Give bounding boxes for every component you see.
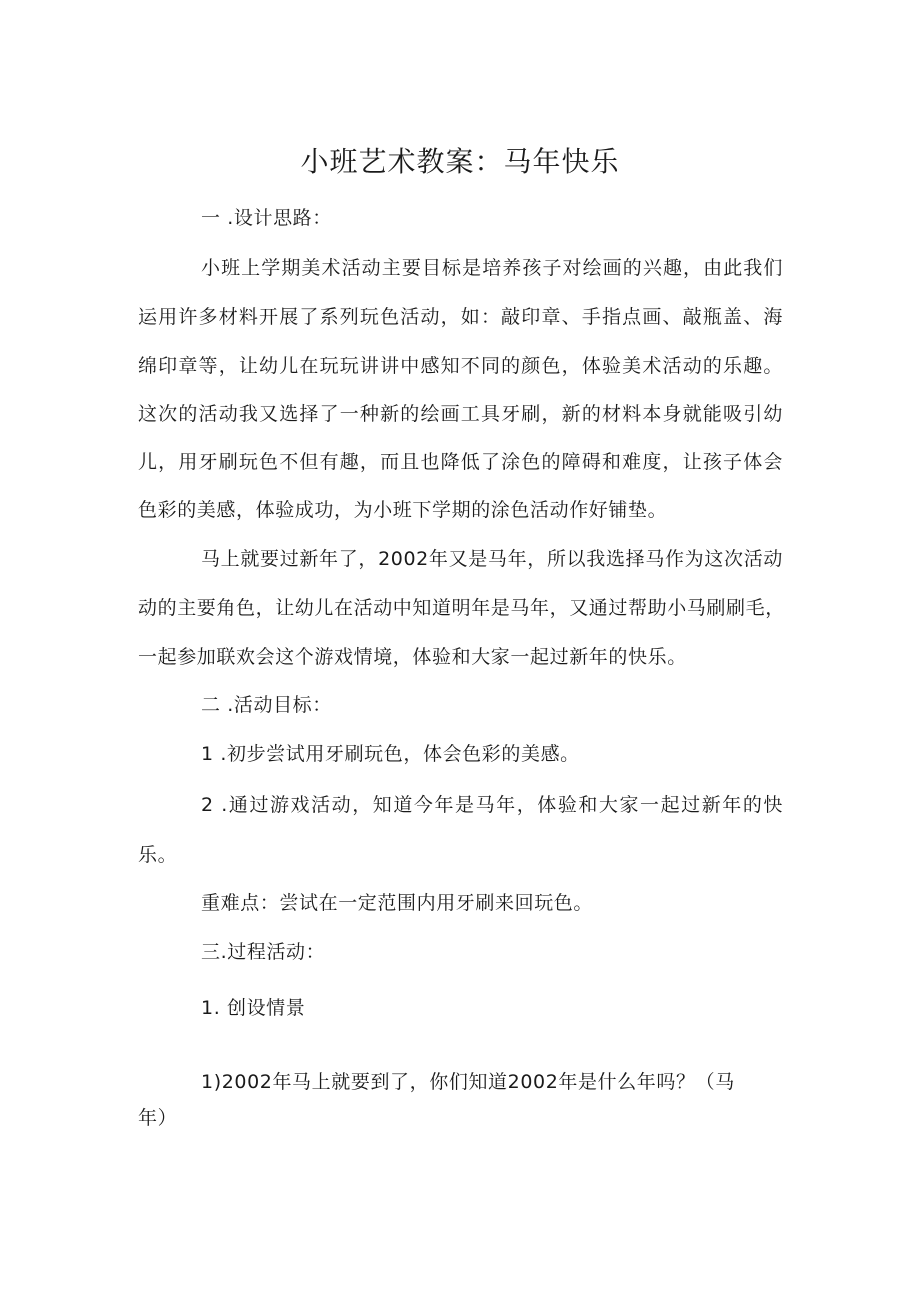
paragraph-line: 色彩的美感，体验成功，为小班下学期的涂色活动作好铺垫。 bbox=[138, 499, 668, 521]
paragraph-line: 运用许多材料开展了系列玩色活动，如：敲印章、手指点画、敲瓶盖、海 bbox=[138, 306, 783, 328]
paragraph-line: 儿，用牙刷玩色不但有趣，而且也降低了涂色的障碍和难度，让孩子体会 bbox=[138, 451, 783, 473]
step-title: 1. 创设情景 bbox=[201, 997, 306, 1019]
paragraph-line: 动的主要角色，让幼儿在活动中知道明年是马年，又通过帮助小马刷刷毛， bbox=[138, 597, 785, 619]
goal-item: 2 .通过游戏活动，知道今年是马年，体验和大家一起过新年的快 bbox=[201, 794, 783, 816]
paragraph-line: 这次的活动我又选择了一种新的绘画工具牙刷，新的材料本身就能吸引幼 bbox=[138, 403, 783, 425]
paragraph-line: 绵印章等，让幼儿在玩玩讲讲中感知不同的颜色，体验美术活动的乐趣。 bbox=[138, 355, 783, 377]
document-title: 小班艺术教案：马年快乐 bbox=[300, 145, 620, 178]
goal-item-continuation: 乐。 bbox=[138, 844, 178, 866]
goal-item: 1 .初步尝试用牙刷玩色，体会色彩的美感。 bbox=[201, 743, 580, 765]
question-line-continuation: 年） bbox=[138, 1107, 178, 1129]
heading-activity-goals: 二 .活动目标： bbox=[201, 694, 332, 716]
key-point: 重难点：尝试在一定范围内用牙刷来回玩色。 bbox=[201, 892, 594, 914]
paragraph-line: 马上就要过新年了，2002年又是马年，所以我选择马作为这次活动 bbox=[201, 548, 783, 570]
paragraph-line: 一起参加联欢会这个游戏情境，体验和大家一起过新年的快乐。 bbox=[138, 646, 687, 668]
question-line: 1)2002年马上就要到了，你们知道2002年是什么年吗？（马 bbox=[201, 1071, 735, 1093]
heading-design-ideas: 一 .设计思路： bbox=[201, 207, 332, 229]
paragraph-line: 小班上学期美术活动主要目标是培养孩子对绘画的兴趣，由此我们 bbox=[201, 257, 783, 279]
heading-process: 三.过程活动： bbox=[201, 941, 326, 963]
